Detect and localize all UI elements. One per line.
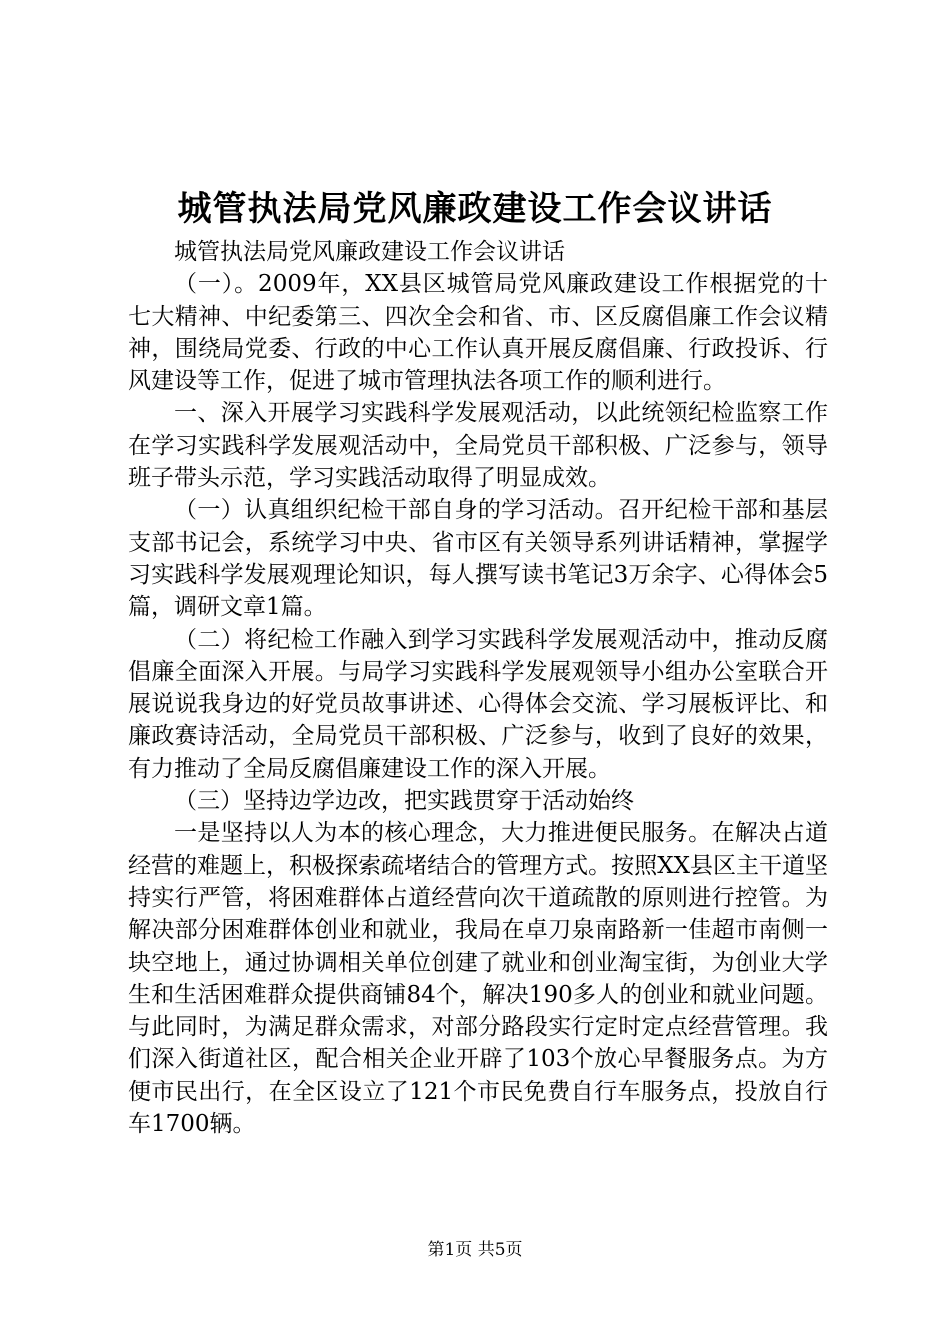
subtitle-paragraph: 城管执法局党风廉政建设工作会议讲话 xyxy=(174,239,565,265)
page-number-footer: 第1页 共5页 xyxy=(427,1240,523,1260)
item-three-paragraph: （三）坚持边学边改，把实践贯穿于活动始终 xyxy=(174,788,634,815)
section-one-heading-paragraph: 一、深入开展学习实践科学发展观活动，以此统领纪检监察工作在学习实践科学发展观活动中，全局党员干部积极、广泛参与，领导班子带头示范，学习实践活动取得了明显成效。 xyxy=(128,400,828,492)
item-two-paragraph: （二）将纪检工作融入到学习实践科学发展观活动中，推动反腐倡廉全面深入开展。与局学习实践科学发展观领导小组办公室联合开展说说我身边的好党员故事讲述、心得体会交流、学习展板评比、和廉政赛诗活动，全局党员干部积极、广泛参与，收到了良好的效果，有力推动了全局反腐倡廉建设工作的深入开展。 xyxy=(128,626,828,782)
document-body xyxy=(128,236,828,1140)
intro-paragraph: （一）。2009年，XX县区城管局党风廉政建设工作根据党的十七大精神、中纪委第三、四次全会和省、市、区反腐倡廉工作会议精神，围绕局党委、行政的中心工作认真开展反腐倡廉、行政投诉、行风建设等工作，促进了城市管理执法各项工作的顺利进行。 xyxy=(128,271,828,395)
item-one-paragraph: （一）认真组织纪检干部自身的学习活动。召开纪检干部和基层支部书记会，系统学习中央、省市区有关领导系列讲话精神，掌握学习实践科学发展观理论知识，每人撰写读书笔记3万余字、心得体会5篇，调研文章1篇。 xyxy=(128,497,828,621)
document-title: 城管执法局党风廉政建设工作会议讲话 xyxy=(177,189,773,229)
service-paragraph: 一是坚持以人为本的核心理念，大力推进便民服务。在解决占道经营的难题上，积极探索疏堵结合的管理方式。按照XX县区主干道坚持实行严管，将困难群体占道经营向次干道疏散的原则进行控管。为解决部分困难群体创业和就业，我局在卓刀泉南路新一佳超市南侧一块空地上，通过协调相关单位创建了就业和创业淘宝街，为创业大学生和生活困难群众提供商铺84个，解决190多人的创业和就业问题。与此同时，为满足群众需求，对部分路段实行定时定点经营管理。我们深入街道社区，配合相关企业开辟了103个放心早餐服务点。为方便市民出行，在全区设立了121个市民免费自行车服务点，投放自行车1700辆。 xyxy=(128,820,828,1138)
